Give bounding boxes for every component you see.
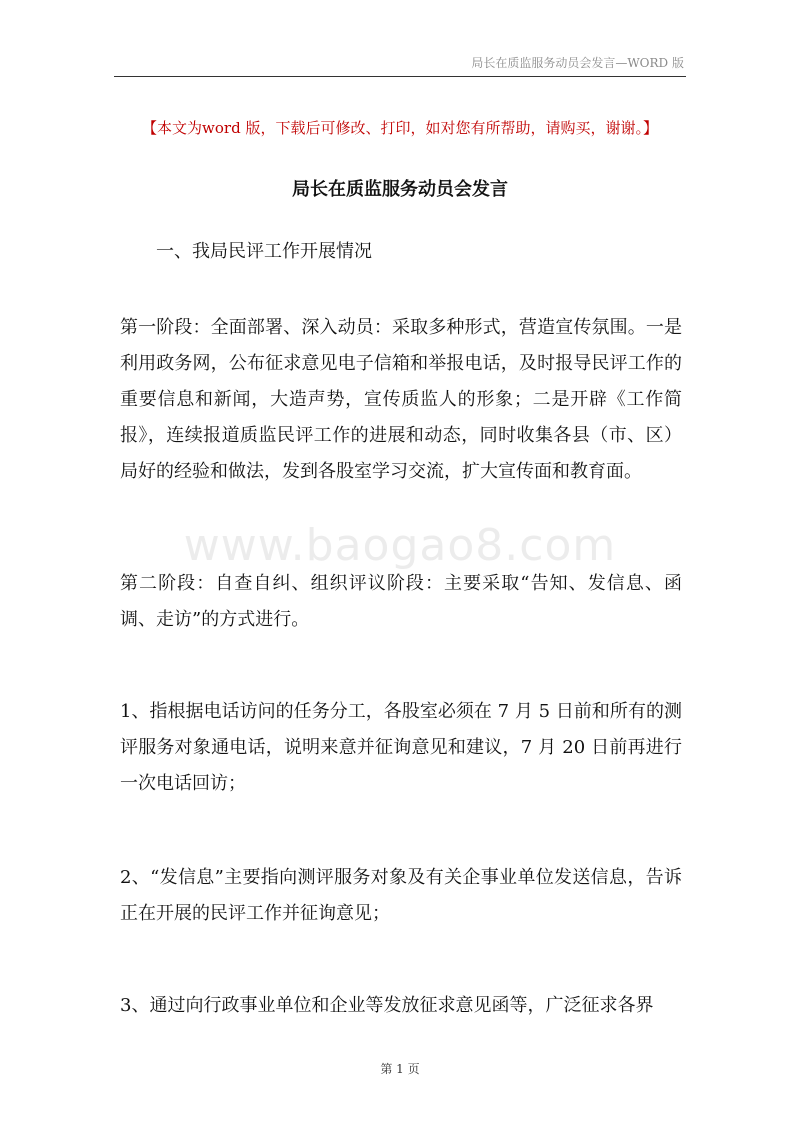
section-heading: 一、我局民评工作开展情况: [156, 241, 372, 262]
paragraph-stage-two: 第二阶段：自查自纠、组织评议阶段：主要采取“告知、发信息、函调、走访”的方式进行。: [120, 573, 682, 630]
paragraph-item-3: 3、通过向行政事业单位和企业等发放征求意见函等，广泛征求各界: [120, 995, 654, 1016]
paragraph-item-1: 1、指根据电话访问的任务分工，各股室必须在 7 月 5 日前和所有的测评服务对象通电话，说明来意并征询意见和建议，7 月 20 日前再进行一次电话回访；: [120, 701, 682, 794]
document-title: 局长在质监服务动员会发言: [292, 179, 508, 200]
paragraph-item-2: 2、“发信息”主要指向测评服务对象及有关企事业单位发送信息，告诉正在开展的民评工作并征询意见；: [120, 867, 682, 924]
paragraph-stage-one: 第一阶段：全面部署、深入动员：采取多种形式，营造宣传氛围。一是利用政务网，公布征求意见电子信箱和举报电话，及时报导民评工作的重要信息和新闻，大造声势，宣传质监人的形象；二是开辟《工作简报》，连续报道质监民评工作的进展和动态，同时收集各县（市、区）局好的经验和做法，发到各股室学习交流，扩大宣传面和教育面。: [120, 317, 682, 482]
header-rule: [114, 76, 686, 77]
running-header: 局长在质监服务动员会发言—WORD 版: [471, 56, 684, 70]
download-notice: 【本文为word 版，下载后可修改、打印，如对您有所帮助，请购买，谢谢。】: [142, 119, 658, 137]
watermark: www.baogao8.com: [183, 520, 617, 571]
page-number: 第 1 页: [380, 1062, 420, 1076]
